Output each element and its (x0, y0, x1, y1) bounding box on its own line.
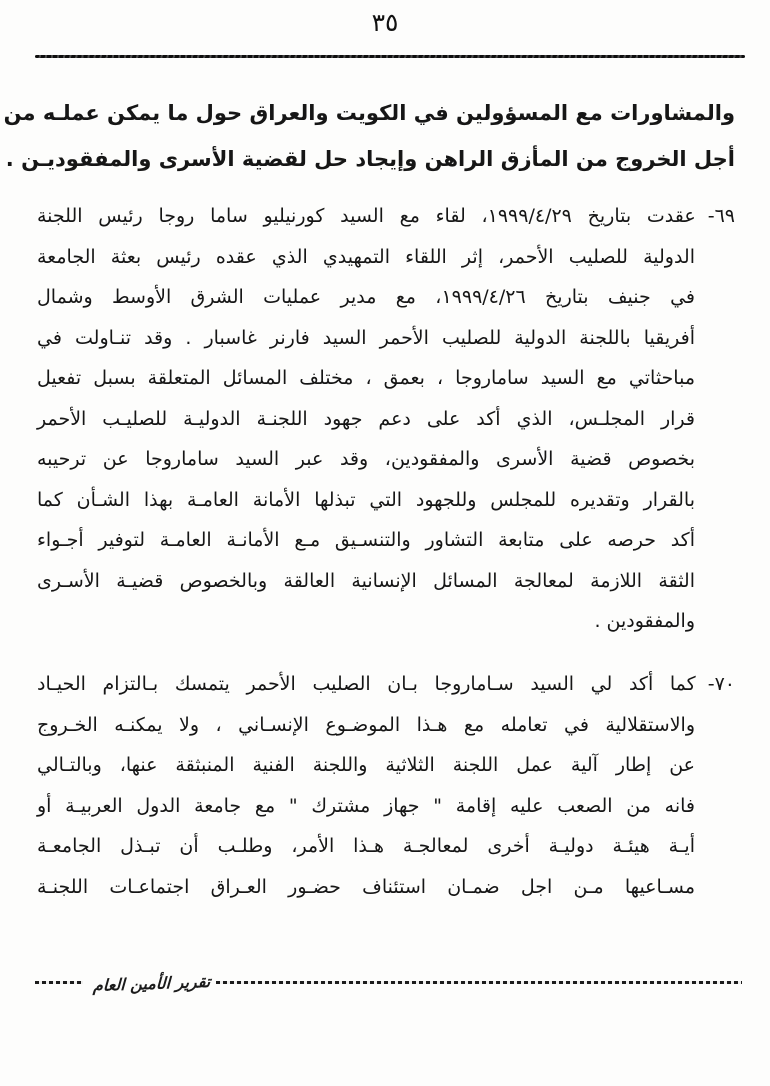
paragraph-line: فانه من الصعب عليه إقامة " جهاز مشترك " مع جامعة الدول العربيـة أو (37, 794, 695, 817)
intro-line: والمشاورات مع المسؤولين في الكويت والعراق حول ما يمكن عملـه من (3, 101, 735, 125)
footer (35, 964, 742, 1000)
page-number: ٣٥ (371, 8, 399, 37)
footer-signature: تقرير الأمين العام (92, 971, 211, 995)
paragraph-number: ٦٩- (707, 205, 735, 227)
footer-rule-long (216, 981, 742, 984)
paragraph-line: والمفقودين . (594, 610, 695, 632)
paragraph-line: قرار المجلـس، الذي أكد على دعم جهود اللجنـة الدوليـة للصليـب الأحمر (37, 407, 695, 430)
paragraph-line: الدولية للصليب الأحمر، إثر اللقاء التمهيدي الذي عقده رئيس بعثة الجامعة (37, 245, 695, 268)
intro-paragraph (3, 90, 735, 182)
paragraph-line: بالقرار وتقديره للمجلس وللجهود التي تبذلها الأمانة العامـة بهذا الشـأن كما (37, 488, 695, 511)
paragraph-number: ٧٠- (707, 673, 735, 695)
paragraph-line (37, 196, 735, 237)
paragraph-line: الثقة اللازمة لمعالجة المسائل الإنسانية العالقة وبالخصوص قضيـة الأسـرى (37, 569, 695, 592)
intro-line: أجل الخروج من المأزق الراهن وإيجاد حل لقضية الأسرى والمفقوديـن . (5, 147, 735, 171)
paragraph-line: أيـة هيئـة دوليـة أخرى لمعالجـة هـذا الأمر، وطلـب أن تبـذل الجامعـة (37, 835, 695, 857)
paragraph-line: مسـاعيها مـن اجل ضمـان استئناف حضـور العـراق اجتماعـات اللجنـة (37, 875, 695, 898)
paragraph-line: أكد حرصه على متابعة التشاور والتنسـيق مـع الأمانـة العامـة لتوفير أجـواء (37, 529, 695, 551)
paragraph-line: بخصوص قضية الأسرى والمفقودين، وقد عبر السيد ساماروجا عن ترحيبه (37, 448, 695, 470)
paragraph-line: في جنيف بتاريخ ١٩٩٩/٤/٢٦، مع مدير عمليات الشرق الأوسط وشمال (37, 286, 695, 308)
paragraph-line: مباحثاتي مع السيد ساماروجا ، بعمق ، مختلف المسائل المتعلقة بسبل تفعيل (37, 367, 695, 389)
paragraph-line (37, 664, 735, 705)
paragraph-69 (37, 196, 735, 642)
footer-rule-short (35, 981, 83, 984)
paragraph-line: عن إطار آلية عمل اللجنة الثلاثية واللجنة الفنية المنبثقة عنها، وبالتـالي (37, 754, 695, 776)
paragraph-line-text: كما أكد لي السيد سـاماروجا بـان الصليب الأحمر يتمسك بـالتزام الحيـاد (37, 673, 696, 695)
paragraph-line: أفريقيا باللجنة الدولية للصليب الأحمر السيد فارنر غاسبار . وقد تنـاولت في (37, 326, 695, 349)
header-rule (35, 55, 745, 58)
paragraph-line-text: عقدت بتاريخ ١٩٩٩/٤/٢٩، لقاء مع السيد كورنيليو ساما روجا رئيس اللجنة (37, 205, 696, 227)
paragraph-line: والاستقلالية في تعامله مع هـذا الموضـوع الإنسـاني ، ولا يمكنـه الخـروج (37, 713, 695, 736)
paragraph-70 (37, 664, 735, 907)
